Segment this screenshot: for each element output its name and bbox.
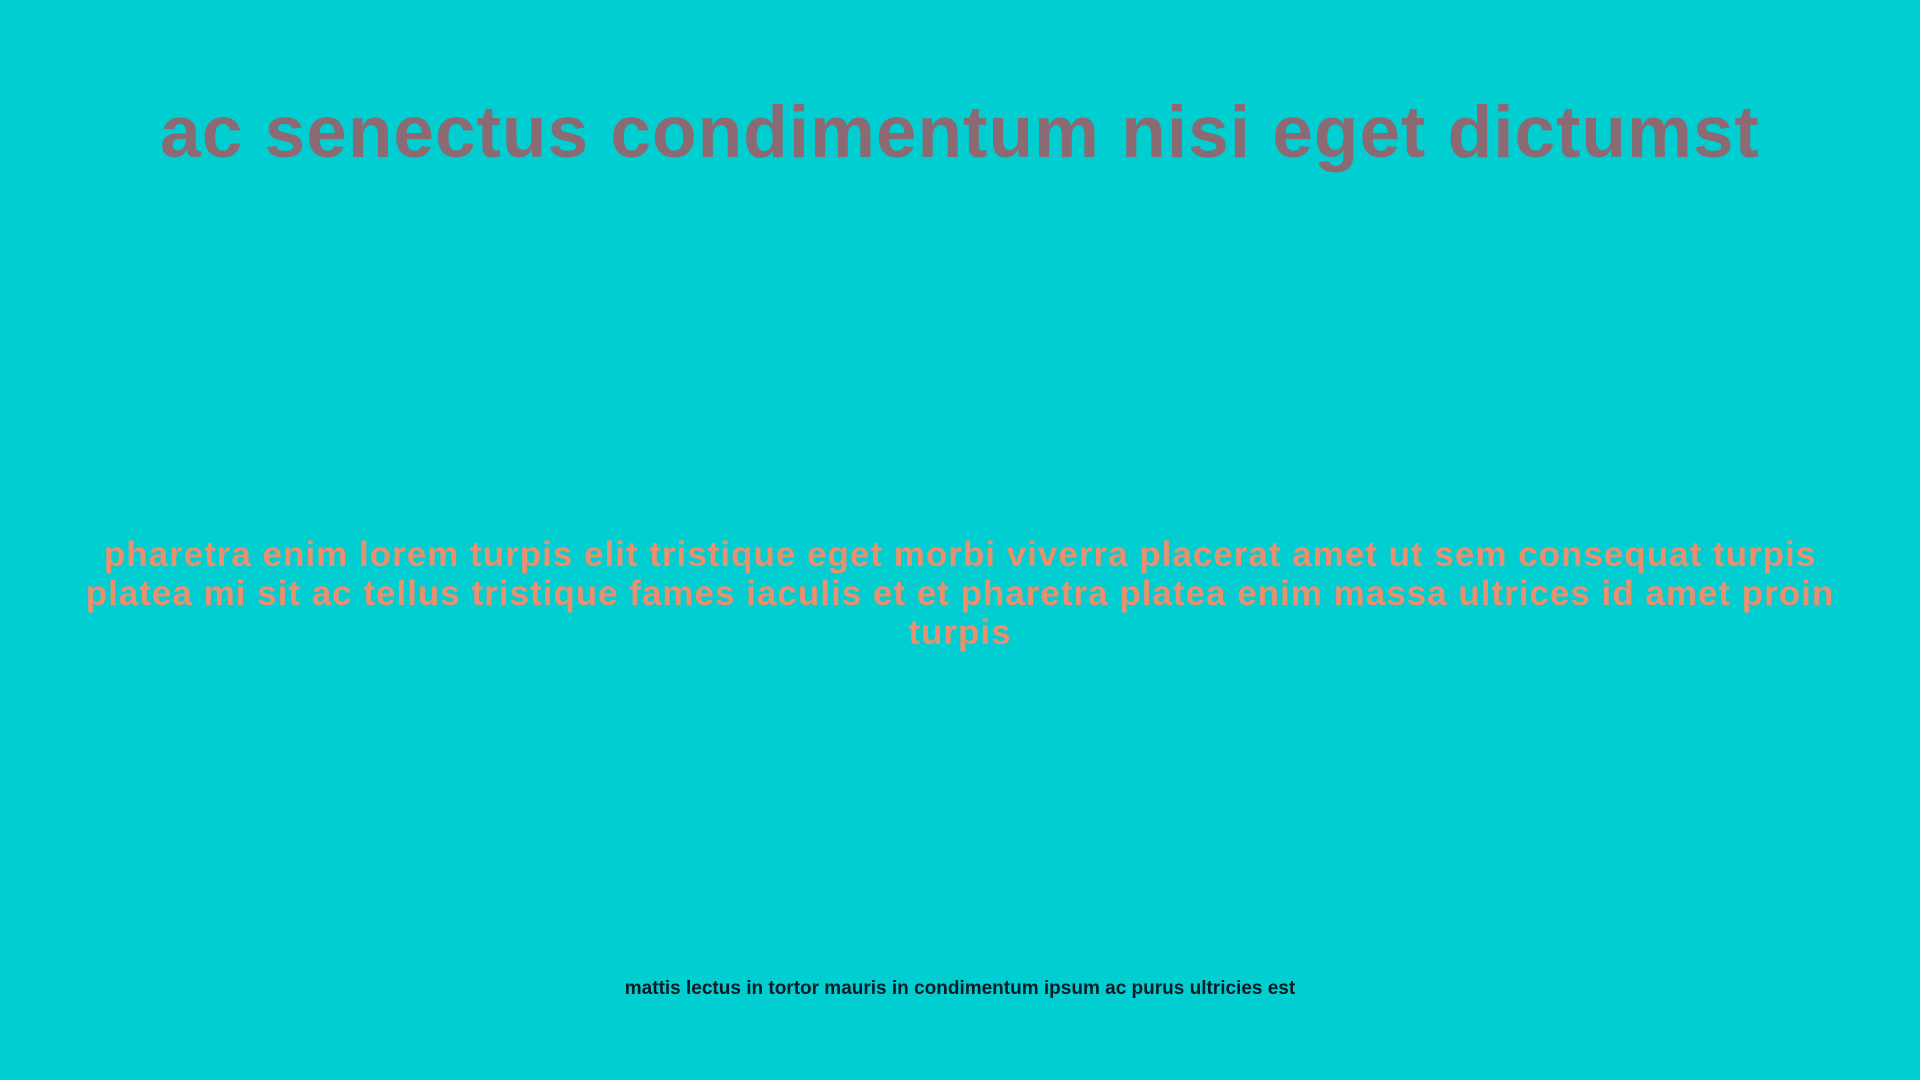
page-title: ac senectus condimentum nisi eget dictumst	[160, 92, 1760, 173]
body-paragraph: pharetra enim lorem turpis elit tristique eget morbi viverra placerat amet ut sem consequat turpis platea mi sit ac tellus tristique fames iaculis et et pharetra platea enim massa ultrices id amet proin turpis	[85, 535, 1835, 652]
footer-caption: mattis lectus in tortor mauris in condimentum ipsum ac purus ultricies est	[624, 978, 1296, 999]
